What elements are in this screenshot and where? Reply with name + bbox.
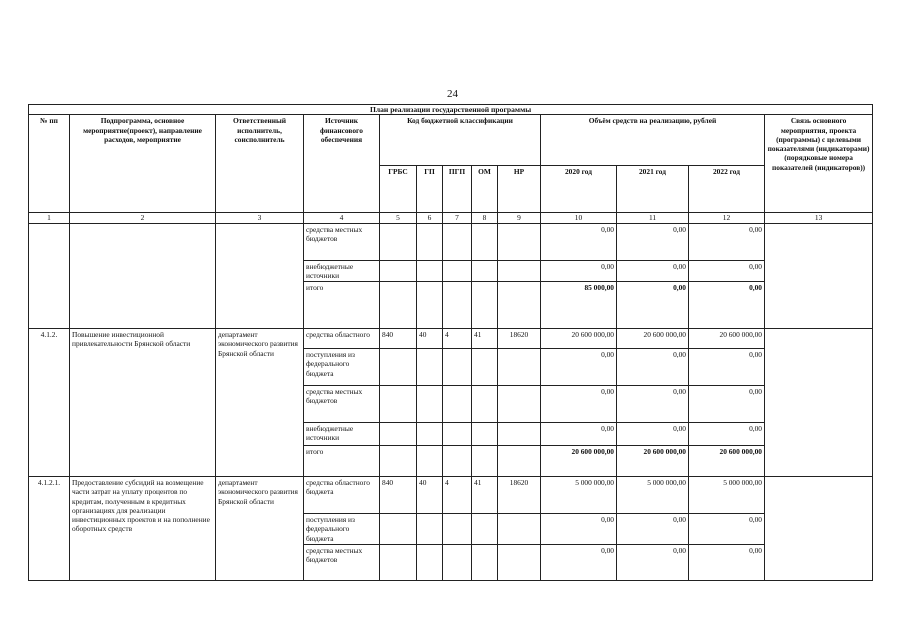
cell-source: средства областного — [304, 329, 380, 349]
cell-2020: 0,00 — [541, 514, 617, 545]
column-number: 6 — [417, 213, 443, 223]
cell-2020: 20 600 000,00 — [541, 329, 617, 349]
header-subprogram: Подпрограмма, основное мероприятие(проект), направление расходов, мероприятие — [70, 115, 216, 213]
header-executor: Ответственный исполнитель, соисполнитель — [216, 115, 304, 213]
cell-2020: 0,00 — [541, 545, 617, 581]
cell-grbs: 840 — [380, 477, 417, 514]
header-np: НР — [498, 166, 541, 213]
cell-2022: 0,00 — [689, 260, 765, 282]
cell-source: итого — [304, 282, 380, 329]
column-number: 4 — [304, 213, 380, 223]
column-number: 5 — [380, 213, 417, 223]
column-number-row — [29, 213, 873, 223]
cell-gp: 40 — [417, 329, 443, 349]
cell-2020: 5 000 000,00 — [541, 477, 617, 514]
cell-grbs: 840 — [380, 329, 417, 349]
cell-2020: 0,00 — [541, 386, 617, 423]
header-om: ОМ — [472, 166, 498, 213]
cell-2022: 0,00 — [689, 349, 765, 386]
cell-source: внебюджетные источники — [304, 260, 380, 282]
header-pgp: ПГП — [443, 166, 472, 213]
cell-np: 18620 — [498, 329, 541, 349]
cell-num: 4.1.2.1. — [29, 477, 70, 581]
cell-2022: 0,00 — [689, 545, 765, 581]
cell-subprogram: Предоставление субсидий на возмещение части затрат на уплату процентов по кредитам, полученным в кредитных организациях для реализации инвестиционных проектов и на пополнение оборотных средств — [70, 477, 216, 581]
column-number: 3 — [216, 213, 304, 223]
header-2021: 2021 год — [617, 166, 689, 213]
program-plan-table — [28, 104, 873, 581]
header-num: № пп — [29, 115, 70, 213]
column-number: 11 — [617, 213, 689, 223]
cell-num — [29, 223, 70, 329]
cell-2021: 0,00 — [617, 282, 689, 329]
cell-2020: 85 000,00 — [541, 282, 617, 329]
column-number: 1 — [29, 213, 70, 223]
cell-2021: 0,00 — [617, 386, 689, 423]
header-grbs: ГРБС — [380, 166, 417, 213]
cell-2022: 5 000 000,00 — [689, 477, 765, 514]
header-gp: ГП — [417, 166, 443, 213]
column-number: 10 — [541, 213, 617, 223]
cell-executor: департамент экономического развития Брянской области — [216, 329, 304, 477]
page-number: 24 — [447, 88, 458, 100]
cell-om: 41 — [472, 477, 498, 514]
cell-source: средства областного бюджета — [304, 477, 380, 514]
header-volume: Объём средств на реализацию, рублей — [541, 115, 765, 166]
cell-link — [765, 477, 873, 581]
cell-2022: 0,00 — [689, 514, 765, 545]
column-number: 9 — [498, 213, 541, 223]
cell-2022: 0,00 — [689, 423, 765, 446]
cell-2021: 0,00 — [617, 223, 689, 260]
cell-2020: 0,00 — [541, 223, 617, 260]
cell-subprogram — [70, 223, 216, 329]
cell-2022: 20 600 000,00 — [689, 446, 765, 477]
cell-2022: 0,00 — [689, 282, 765, 329]
column-number: 2 — [70, 213, 216, 223]
cell-gp: 40 — [417, 477, 443, 514]
cell-pgp: 4 — [443, 477, 472, 514]
table-title: План реализации государственной программы — [29, 105, 873, 115]
column-number: 7 — [443, 213, 472, 223]
cell-2022: 0,00 — [689, 386, 765, 423]
cell-2020: 20 600 000,00 — [541, 446, 617, 477]
cell-source: итого — [304, 446, 380, 477]
cell-executor: департамент экономического развития Брянской области — [216, 477, 304, 581]
cell-link — [765, 329, 873, 477]
table-row — [29, 329, 873, 349]
header-source: Источник финансового обеспечения — [304, 115, 380, 213]
cell-pgp: 4 — [443, 329, 472, 349]
cell-np: 18620 — [498, 477, 541, 514]
cell-2020: 0,00 — [541, 349, 617, 386]
cell-2021: 0,00 — [617, 260, 689, 282]
cell-num: 4.1.2. — [29, 329, 70, 477]
cell-2021: 0,00 — [617, 423, 689, 446]
cell-2022: 20 600 000,00 — [689, 329, 765, 349]
cell-2020: 0,00 — [541, 423, 617, 446]
header-2022: 2022 год — [689, 166, 765, 213]
header-budget-code: Код бюджетной классификации — [380, 115, 541, 166]
cell-2021: 5 000 000,00 — [617, 477, 689, 514]
cell-source: средства местных бюджетов — [304, 223, 380, 260]
cell-2020: 0,00 — [541, 260, 617, 282]
cell-2021: 20 600 000,00 — [617, 329, 689, 349]
cell-2021: 0,00 — [617, 545, 689, 581]
cell-source: поступления из федерального бюджета — [304, 514, 380, 545]
header-link: Связь основного мероприятия, проекта (программы) с целевыми показателями (индикаторами) (порядковые номера показателей (индикаторов)) — [765, 115, 873, 213]
column-number: 12 — [689, 213, 765, 223]
cell-executor — [216, 223, 304, 329]
header-2020: 2020 год — [541, 166, 617, 213]
cell-source: средства местных бюджетов — [304, 545, 380, 581]
table-row — [29, 223, 873, 260]
cell-om: 41 — [472, 329, 498, 349]
cell-source: внебюджетные источники — [304, 423, 380, 446]
cell-2021: 20 600 000,00 — [617, 446, 689, 477]
program-plan-table-wrapper — [28, 104, 872, 581]
table-row — [29, 477, 873, 514]
cell-2022: 0,00 — [689, 223, 765, 260]
cell-2021: 0,00 — [617, 514, 689, 545]
cell-source: поступления из федерального бюджета — [304, 349, 380, 386]
cell-source: средства местных бюджетов — [304, 386, 380, 423]
cell-link — [765, 223, 873, 329]
cell-2021: 0,00 — [617, 349, 689, 386]
column-number: 13 — [765, 213, 873, 223]
column-number: 8 — [472, 213, 498, 223]
cell-subprogram: Повышение инвестиционной привлекательности Брянской области — [70, 329, 216, 477]
